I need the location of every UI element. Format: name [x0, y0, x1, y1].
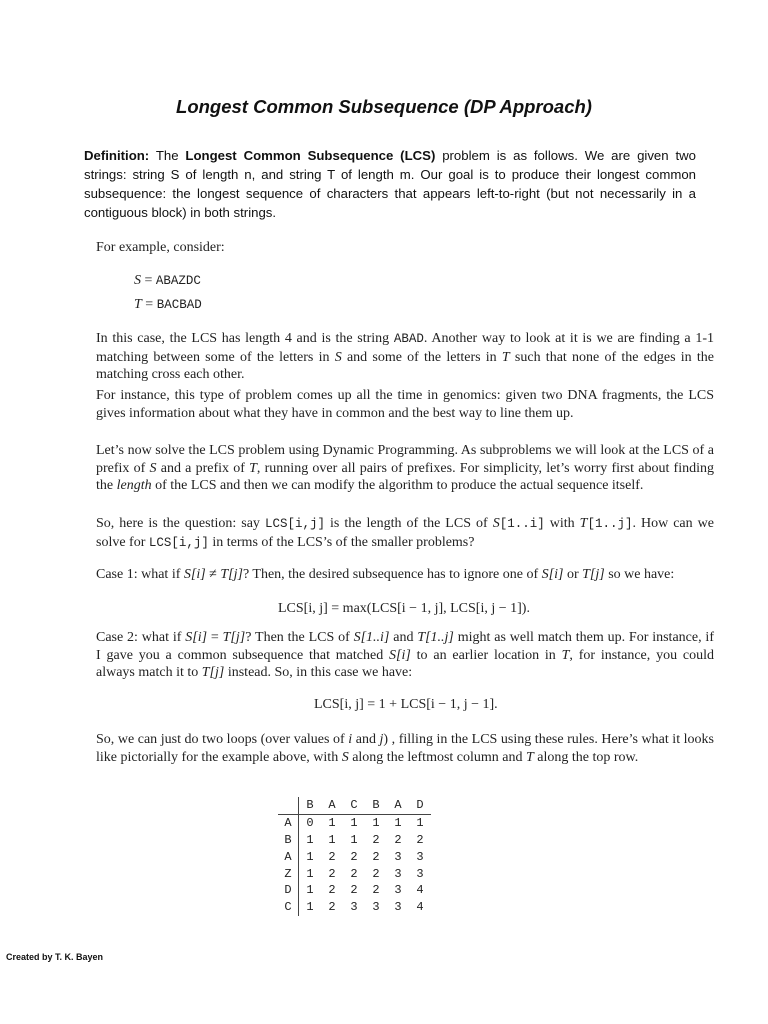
- row-header: A: [278, 848, 299, 865]
- text: , running over all pairs of prefixes. For simplicity, let’s worry first about finding the: [96, 460, 714, 493]
- text: . Another way to look at it is we are finding a 1-1 matching between some of the letters in: [96, 331, 714, 365]
- code: [1..i]: [499, 517, 545, 531]
- lcs-table: [278, 797, 431, 916]
- paragraph-lcs-example: [96, 330, 714, 384]
- s-symbol: S: [134, 273, 141, 288]
- math: T[j]: [201, 665, 225, 680]
- math: S[1..i]: [353, 630, 390, 645]
- column-header: D: [409, 797, 431, 814]
- math: T: [579, 516, 588, 531]
- column-header: B: [365, 797, 387, 814]
- text: and: [389, 630, 418, 645]
- s-definition: [134, 273, 201, 289]
- equals: =: [141, 297, 157, 312]
- table-cell: 2: [350, 849, 358, 864]
- table-corner: [278, 797, 299, 814]
- row-header: D: [278, 882, 299, 899]
- table-cell: 1: [306, 832, 314, 847]
- text: ? Then, the desired subsequence has to ignore one of: [242, 567, 542, 582]
- definition-term: Longest Common Subsequence (LCS): [185, 148, 436, 163]
- text: what if: [137, 567, 184, 582]
- table-cell: 2: [372, 849, 380, 864]
- case-1-formula: LCS[i, j] = max(LCS[i − 1, j], LCS[i, j − 1]).: [278, 601, 530, 616]
- row-header: B: [278, 832, 299, 849]
- table-cell: 4: [416, 900, 424, 915]
- table-cell: 2: [350, 883, 358, 898]
- text: what if: [137, 630, 186, 645]
- table-cell: 1: [394, 816, 402, 831]
- case-1: [96, 566, 714, 584]
- table-cell: 3: [394, 866, 402, 881]
- table-cell: 3: [394, 900, 402, 915]
- table-cell: 1: [306, 900, 314, 915]
- table-row: [278, 832, 431, 849]
- table-row: [278, 814, 431, 831]
- row-header: Z: [278, 865, 299, 882]
- math: ≠: [205, 567, 221, 582]
- table-cell: 1: [350, 832, 358, 847]
- emphasis: length: [116, 478, 152, 493]
- table-cell: 3: [416, 849, 424, 864]
- text: along the top row.: [533, 749, 639, 765]
- table-cell: 3: [394, 849, 402, 864]
- text: in terms of the LCS’s of the smaller problems?: [208, 534, 475, 550]
- math: T: [501, 349, 510, 365]
- table-cell: 1: [306, 849, 314, 864]
- text: and: [352, 732, 380, 747]
- text: to an earlier location in: [410, 647, 562, 663]
- t-symbol: T: [134, 297, 142, 312]
- table-cell: 2: [328, 849, 336, 864]
- column-header: A: [387, 797, 409, 814]
- case-2-formula: LCS[i, j] = 1 + LCS[i − 1, j − 1].: [314, 697, 498, 712]
- table-cell: 1: [416, 816, 424, 831]
- code: LCS[i,j]: [264, 517, 325, 531]
- row-header: A: [278, 814, 299, 831]
- math: S[i]: [183, 567, 206, 582]
- table-cell: 2: [372, 883, 380, 898]
- text: is the length of the LCS of: [324, 516, 493, 531]
- math: S[i]: [185, 630, 208, 645]
- text: ? Then the LCS of: [245, 630, 354, 645]
- case-label: Case 2:: [96, 630, 138, 645]
- table-cell: 3: [416, 866, 424, 881]
- column-header: C: [343, 797, 365, 814]
- math: T: [561, 647, 570, 663]
- page-title: Longest Common Subsequence (DP Approach): [176, 96, 592, 117]
- text: So, we can just do two loops (over values of: [96, 732, 349, 747]
- s-value: ABAZDC: [155, 274, 201, 288]
- math: j: [379, 732, 384, 747]
- math: S: [334, 349, 342, 365]
- table-cell: 2: [416, 832, 424, 847]
- table-cell: 3: [372, 900, 380, 915]
- paragraph-dp: [96, 442, 714, 495]
- table-cell: 2: [328, 900, 336, 915]
- math: T[j]: [222, 630, 246, 645]
- table-cell: 1: [328, 832, 336, 847]
- math: =: [207, 630, 223, 645]
- text: might as well match them up. For instance, if I gave you a common subsequence that matched: [96, 630, 714, 663]
- table-row: [278, 848, 431, 865]
- paragraph-genomics: For instance, this type of problem comes up all the time in genomics: given two DNA fragments, the LCS gives information about what they have in common and the best way to line them up.: [96, 388, 714, 421]
- text: and a prefix of: [156, 460, 250, 476]
- text: of the LCS and then we can modify the algorithm to produce the actual sequence itself.: [151, 478, 644, 493]
- table-body: [278, 814, 431, 915]
- table-cell: 1: [372, 816, 380, 831]
- table-cell: 1: [328, 816, 336, 831]
- math: S[i]: [389, 647, 411, 663]
- text: and some of the letters in: [341, 349, 502, 365]
- t-value: BACBAD: [156, 298, 202, 312]
- table-cell: 0: [306, 816, 314, 831]
- text: ) , filling in the LCS using these rules. Here’s what it looks like pictorially for the example above, with: [96, 732, 714, 765]
- table-cell: 1: [306, 883, 314, 898]
- math: T[j]: [220, 567, 243, 582]
- case-2: [96, 629, 714, 682]
- math: T: [526, 749, 534, 765]
- table-row: [278, 899, 431, 916]
- code: LCS[i,j]: [148, 535, 209, 550]
- table-header-row: [278, 797, 431, 814]
- table-cell: 3: [350, 900, 358, 915]
- text: problem is as follows. We are given two strings: string S of length n, and string T of length m. Our goal is to produce their longest common subsequence: the longest sequence of characters that appears left-to-right (but not necessarily in a contiguous block) in both strings.: [84, 148, 696, 220]
- math: S: [492, 516, 500, 531]
- table-cell: 3: [394, 883, 402, 898]
- column-header: A: [321, 797, 343, 814]
- column-header: B: [299, 797, 322, 814]
- table-cell: 2: [394, 832, 402, 847]
- text: so we have:: [604, 567, 675, 582]
- definition-label: Definition:: [84, 148, 150, 163]
- math: T: [249, 460, 257, 476]
- t-definition: [134, 297, 202, 313]
- text: such that none of the edges in the matching cross each other.: [96, 349, 714, 382]
- table-cell: 2: [328, 866, 336, 881]
- text: instead. So, in this case we have:: [224, 665, 413, 680]
- table-cell: 1: [306, 866, 314, 881]
- code: ABAD: [393, 332, 424, 346]
- text: with: [544, 516, 580, 531]
- text: , for instance, you could always match it to: [96, 647, 715, 680]
- table-cell: 1: [350, 816, 358, 831]
- table-cell: 2: [372, 866, 380, 881]
- paragraph-loops: [96, 731, 714, 766]
- table-row: [278, 882, 431, 899]
- definition-paragraph: [84, 146, 696, 222]
- text: So, here is the question: say: [96, 516, 265, 531]
- math: T[1..j]: [417, 630, 454, 645]
- math: S[i]: [541, 567, 564, 582]
- table-cell: 4: [416, 883, 424, 898]
- example-intro: For example, consider:: [96, 240, 225, 255]
- credit-text: Created by T. K. Bayen: [6, 952, 104, 962]
- math: T[j]: [582, 567, 605, 582]
- math: i: [348, 732, 353, 747]
- text: or: [563, 567, 583, 582]
- text: Let’s now solve the LCS problem using Dynamic Programming. As subproblems we will look at the LCS of a prefix of: [96, 443, 714, 476]
- math: S: [149, 460, 157, 476]
- math: S: [341, 749, 349, 765]
- text: The: [149, 148, 186, 163]
- table-cell: 2: [328, 883, 336, 898]
- paragraph-question: [96, 515, 714, 552]
- text: along the leftmost column and: [348, 749, 526, 765]
- code: [1..j]: [587, 517, 633, 531]
- text: . How can we solve for: [96, 516, 714, 550]
- table-cell: 2: [350, 866, 358, 881]
- table-row: [278, 865, 431, 882]
- case-label: Case 1:: [96, 567, 138, 582]
- equals: =: [141, 273, 156, 288]
- table-cell: 2: [372, 832, 380, 847]
- row-header: C: [278, 899, 299, 916]
- text: In this case, the LCS has length 4 and is the string: [96, 331, 394, 346]
